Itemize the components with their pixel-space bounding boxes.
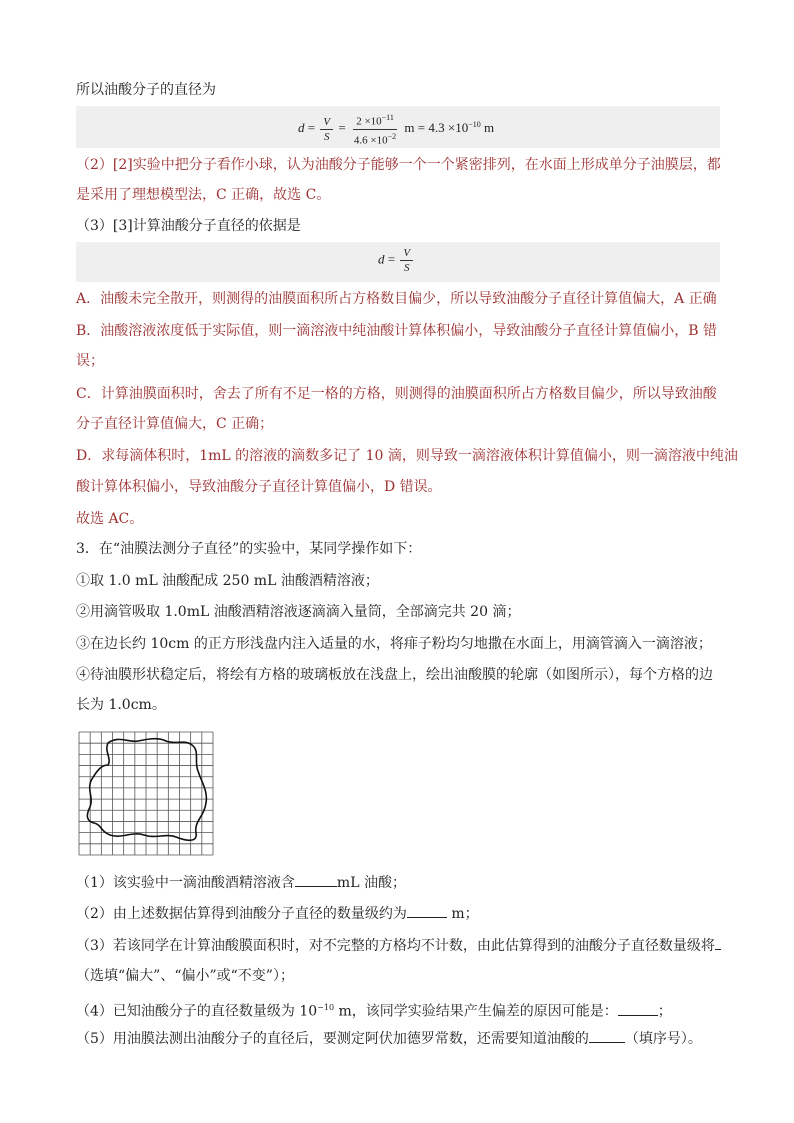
frac-numerator — [353, 111, 397, 130]
sq5-text: （5）用油膜法测出油酸分子的直径后，要测定阿伏加德罗常数，还需要知道油酸的 — [76, 1031, 589, 1047]
option-b-line2: 误； — [76, 353, 104, 369]
formula-d: d — [378, 251, 385, 267]
formula-box-2 — [76, 242, 720, 282]
formula-d: d — [298, 120, 305, 136]
formula-eq: = — [387, 251, 396, 267]
option-c-line2: 分子直径计算值偏大，C 正确； — [76, 416, 274, 432]
step-1: ①取 1.0 mL 油酸配成 250 mL 油酸酒精溶液； — [76, 573, 379, 589]
subquestion-1 — [76, 873, 406, 893]
subquestion-3-line2: （选填“偏大”、“偏小”或“不变”）； — [76, 968, 294, 984]
option-c-line1: C．计算油膜面积时，舍去了所有不足一格的方格，则测得的油膜面积所占方格数目偏少，所以导致油酸 — [76, 386, 717, 402]
subquestion-2 — [76, 904, 479, 924]
sq4-end: ； — [657, 1003, 672, 1020]
den-base: 4.6 ×10 — [353, 134, 388, 147]
answer2-line2: 是采用了理想模型法，C 正确，故选 C。 — [76, 187, 331, 203]
option-d-line1: D．求每滴体积时，1mL 的溶液的滴数多记了 10 滴，则导致一滴溶液体积计算值偏小，则一滴溶液中纯油 — [76, 448, 738, 464]
formula-eq: = — [338, 120, 346, 136]
sq1-unit: mL 油酸； — [336, 875, 406, 891]
subquestion-4 — [76, 998, 672, 1022]
option-d-line2: 酸计算体积偏小，导致油酸分子直径计算值偏小，D 错误。 — [76, 479, 442, 495]
frac-s: S — [323, 130, 330, 143]
result-exp: −10 — [468, 119, 481, 129]
frac-v-over-s — [400, 246, 413, 275]
sq4-text-2: m，该同学实验结果产生偏差的原因可能是： — [334, 1003, 618, 1020]
subquestion-3-line1 — [76, 936, 721, 956]
step-4-line1: ④待油膜形状稳定后，将绘有方格的玻璃板放在浅盘上，绘出油酸膜的轮廓（如图所示），每个方格的边 — [76, 667, 713, 683]
answer-blank-2[interactable] — [407, 917, 447, 918]
step-4-line2: 长为 1.0cm。 — [76, 697, 166, 713]
unit-m: m — [404, 120, 415, 136]
answer-blank-3[interactable] — [715, 949, 721, 950]
answer-blank-5[interactable] — [589, 1042, 625, 1043]
oil-film-grid-figure — [78, 731, 214, 856]
sq2-unit: m； — [446, 906, 479, 922]
frac-v-over-s — [320, 115, 333, 144]
num-exp: −11 — [381, 113, 394, 122]
step-3: ③在边长约 10cm 的正方形浅盘内注入适量的水，将痱子粉均匀地撒在水面上，用滴管滴入一滴溶液； — [76, 636, 712, 652]
answer-blank-1[interactable] — [295, 886, 337, 887]
frac-s: S — [403, 262, 410, 274]
den-exp: −2 — [387, 131, 397, 141]
unit-m: m — [483, 120, 495, 136]
answer2-line1: （2）[2]实验中把分子看作小球，认为油酸分子能够一个一个紧密排列，在水面上形成单分子油膜层，都 — [76, 157, 721, 173]
frac-v: V — [320, 115, 333, 130]
sq4-text: （4）已知油酸分子的直径数量级为 10 — [76, 1003, 318, 1020]
diameter-formula — [298, 111, 494, 147]
sq2-text: （2）由上述数据估算得到油酸分子直径的数量级约为 — [76, 906, 407, 922]
basis-formula — [378, 246, 415, 275]
conclusion: 故选 AC。 — [76, 511, 144, 527]
step-2: ②用滴管吸取 1.0mL 油酸酒精溶液逐滴滴入量筒，全部滴完共 20 滴； — [76, 604, 521, 620]
option-b-line1: B．油酸溶液浓度低于实际值，则一滴溶液中纯油酸计算体积偏小，导致油酸分子直径计算值偏小，B 错 — [76, 323, 718, 339]
frac-values — [351, 111, 399, 147]
sq3-text: （3）若该同学在计算油酸膜面积时，对不完整的方格均不计数，由此估算得到的油酸分子直径数量级将 — [76, 938, 715, 954]
frac-v: V — [400, 246, 413, 261]
grid-lines — [79, 732, 213, 855]
subquestion-5 — [76, 1029, 702, 1049]
formula-box-1 — [76, 106, 720, 148]
num-base: 2 ×10 — [356, 115, 382, 128]
sq1-text: （1）该实验中一滴油酸酒精溶液含 — [76, 875, 295, 891]
sq4-exp: −10 — [317, 1003, 335, 1012]
formula-eq: = — [307, 120, 316, 136]
answer-blank-4[interactable] — [618, 1015, 658, 1016]
question3-title: 3．在“油膜法测分子直径”的实验中，某同学操作如下： — [76, 541, 422, 557]
oil-film-outline — [87, 739, 206, 841]
frac-denominator — [351, 130, 399, 148]
result: = 4.3 ×10 — [417, 120, 469, 136]
intro-line: 所以油酸分子的直径为 — [76, 82, 216, 98]
answer3-line: （3）[3]计算油酸分子直径的依据是 — [76, 218, 301, 234]
sq5-end: （填序号）。 — [624, 1031, 702, 1047]
option-a: A．油酸未完全散开，则测得的油膜面积所占方格数目偏少，所以导致油酸分子直径计算值偏大，A 正确 — [76, 291, 717, 307]
